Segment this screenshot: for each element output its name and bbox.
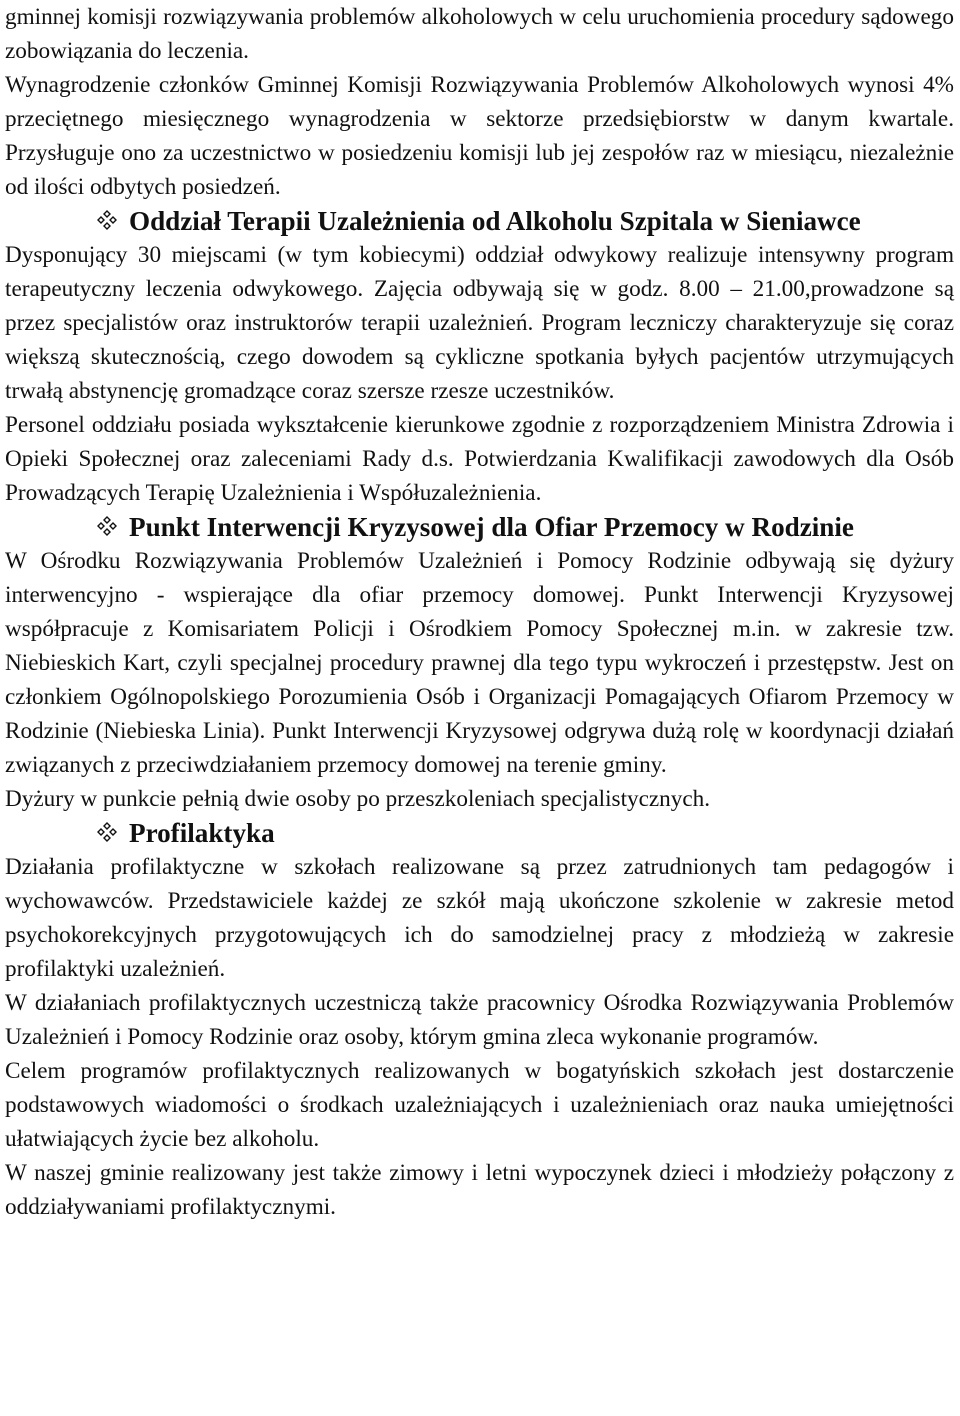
- paragraph: Dyżury w punkcie pełnią dwie osoby po przeszkoleniach specjalistycznych.: [5, 786, 711, 812]
- diamond-bullet-icon: [97, 210, 117, 230]
- paragraph: Wynagrodzenie członków Gminnej Komisji Rozwiązywania Problemów Alkoholowych wynosi 4% przeciętnego miesięcznego wynagrodzenia w sektorze przedsiębiorstw w danym kwartale. Przysługuje ono za uczestnictwo w posiedzeniu komisji lub jej zespołów raz w miesiącu, niezależnie od ilości odbytych posiedzeń.: [5, 72, 954, 200]
- paragraph: Działania profilaktyczne w szkołach realizowane są przez zatrudnionych tam pedagogów i wychowawców. Przedstawiciele każdej ze szkół mają ukończone szkolenie w zakresie metod psychokorekcyjnych przygotowujących ich do samodzielnej pracy z młodzieżą w zakresie profilaktyki uzależnień.: [5, 854, 954, 982]
- diamond-bullet-icon: [97, 822, 117, 842]
- paragraph: Celem programów profilaktycznych realizowanych w bogatyńskich szkołach jest dostarczenie podstawowych wiadomości o środkach uzależniających i uzależnieniach oraz nauka umiejętności ułatwiających życie bez alkoholu.: [5, 1058, 954, 1152]
- paragraph: W naszej gminie realizowany jest także zimowy i letni wypoczynek dzieci i młodzieży połączony z oddziaływaniami profilaktycznymi.: [5, 1160, 954, 1220]
- paragraph: W Ośrodku Rozwiązywania Problemów Uzależnień i Pomocy Rodzinie odbywają się dyżury interwencyjno - wspierające dla ofiar przemocy domowej. Punkt Interwencji Kryzysowej współpracuje z Komisariatem Policji i Ośrodkiem Pomocy Społecznej m.in. w zakresie tzw. Niebieskich Kart, czyli specjalnej procedury prawnej dla tego typu wykroczeń i przestępstw. Jest on członkiem Ogólnopolskiego Porozumienia Osób i Organizacji Pomagających Ofiarom Przemocy w Rodzinie (Niebieska Linia). Punkt Interwencji Kryzysowej odgrywa dużą rolę w koordynacji działań związanych z przeciwdziałaniem przemocy domowej na terenie gminy.: [5, 548, 954, 778]
- section-heading-text: Punkt Interwencji Kryzysowej dla Ofiar Przemocy w Rodzinie: [129, 512, 854, 542]
- diamond-bullet-icon: [97, 516, 117, 536]
- section-heading-text: Profilaktyka: [129, 818, 275, 848]
- section-heading: [5, 816, 954, 850]
- paragraph: gminnej komisji rozwiązywania problemów alkoholowych w celu uruchomienia procedury sądowego zobowiązania do leczenia.: [5, 4, 954, 64]
- section-heading: [5, 204, 954, 238]
- paragraph: Personel oddziału posiada wykształcenie kierunkowe zgodnie z rozporządzeniem Ministra Zdrowia i Opieki Społecznej oraz zaleceniami Rady d.s. Potwierdzania Kwalifikacji zawodowych dla Osób Prowadzących Terapię Uzależnienia i Współuzależnienia.: [5, 412, 954, 506]
- section-heading: [5, 510, 954, 544]
- section-heading-text: Oddział Terapii Uzależnienia od Alkoholu Szpitala w Sieniawce: [129, 206, 861, 236]
- paragraph: W działaniach profilaktycznych uczestniczą także pracownicy Ośrodka Rozwiązywania Problemów Uzależnień i Pomocy Rodzinie oraz osoby, którym gmina zleca wykonanie programów.: [5, 990, 954, 1050]
- paragraph: Dysponujący 30 miejscami (w tym kobiecymi) oddział odwykowy realizuje intensywny program terapeutyczny leczenia odwykowego. Zajęcia odbywają się w godz. 8.00 – 21.00,prowadzone są przez specjalistów oraz instruktorów terapii uzależnień. Program leczniczy charakteryzuje się coraz większą skutecznością, czego dowodem są cykliczne spotkania byłych pacjentów utrzymujących trwałą abstynencję gromadzące coraz szersze rzesze uczestników.: [5, 242, 954, 404]
